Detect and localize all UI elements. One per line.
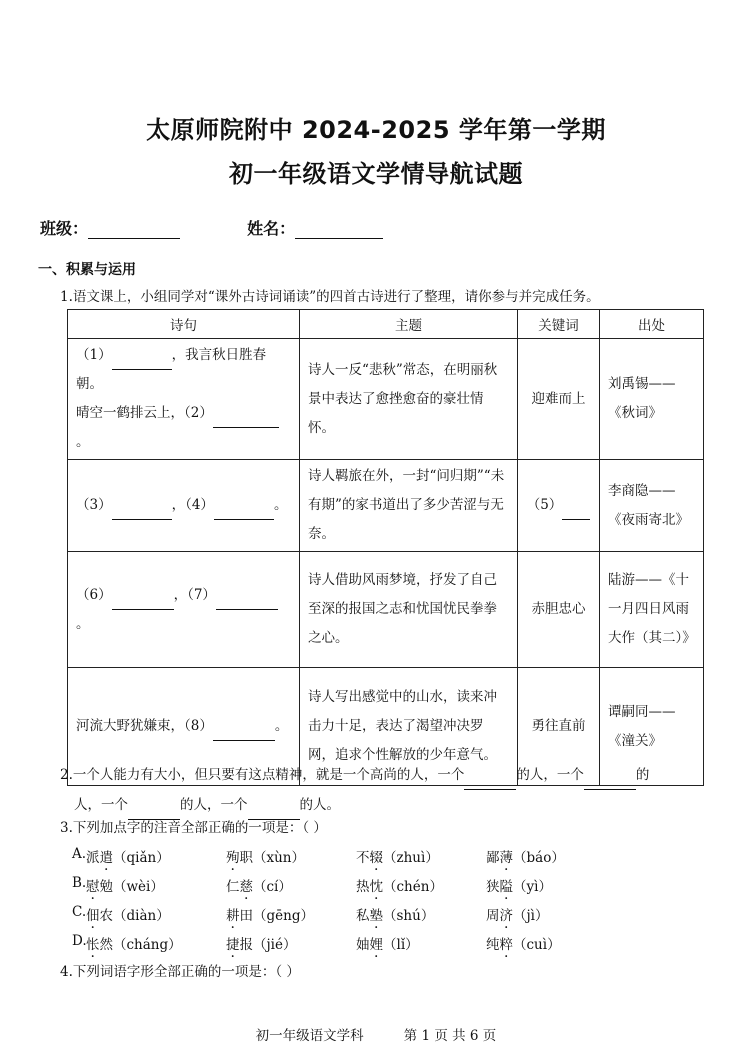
- class-field[interactable]: [88, 220, 180, 239]
- question-4: 4.下列词语字形全部正确的一项是：（ ）: [60, 964, 300, 980]
- verse-text: 。: [273, 497, 288, 513]
- footer-page-number: 第 1 页 共 6 页: [403, 1028, 497, 1044]
- option-d-letter[interactable]: D.: [72, 933, 87, 949]
- keyword-cell: 迎难而上: [518, 339, 600, 460]
- option-a-item-4: 鄙薄（báo）: [486, 850, 565, 866]
- answer-blank-3[interactable]: [112, 503, 172, 520]
- option-b-item-3: 热忱（chén）: [356, 879, 443, 895]
- option-b-letter[interactable]: B.: [72, 875, 87, 891]
- verse-text: （1）: [76, 347, 112, 363]
- q2-text: 的人，一个: [180, 797, 248, 813]
- q2-blank-1[interactable]: [464, 773, 516, 790]
- source-cell: 陆游——《十一月四日风雨大作（其二）》: [600, 552, 704, 668]
- option-d-item-1: 怅然（cháng）: [86, 937, 182, 953]
- option-a-letter[interactable]: A.: [72, 846, 87, 862]
- header-keyword: 关键词: [518, 310, 600, 339]
- theme-cell: 诗人借助风雨梦境，抒发了自己至深的报国之志和忧国忧民拳拳之心。: [300, 552, 518, 668]
- class-label: 班级：: [40, 219, 89, 238]
- q2-text: 的人，一个: [516, 767, 584, 783]
- answer-blank-5[interactable]: [562, 503, 590, 520]
- exam-title-line2: 初一年级语文学情导航试题: [229, 160, 523, 188]
- answer-blank-2[interactable]: [213, 411, 279, 428]
- poem-table: [67, 309, 704, 786]
- header-source: 出处: [600, 310, 704, 339]
- verse-text: 。: [274, 718, 289, 734]
- verse-cell: [68, 339, 300, 460]
- keyword-cell: 勇往直前: [518, 668, 600, 786]
- option-c-item-3: 私塾（shú）: [356, 908, 435, 924]
- answer-blank-1[interactable]: [112, 353, 172, 370]
- answer-blank-7[interactable]: [216, 593, 278, 610]
- option-b-item-1: 慰勉（wèi）: [86, 879, 164, 895]
- source-cell: 李商隐——《夜雨寄北》: [600, 460, 704, 552]
- option-c-item-2: 耕田（gēng）: [226, 908, 314, 924]
- name-field[interactable]: [295, 220, 383, 239]
- question-3: 3.下列加点字的注音全部正确的一项是：（ ）: [60, 820, 327, 836]
- theme-cell: 诗人羁旅在外，一封“问归期”“未有期”的家书道出了多少苦涩与无奈。: [300, 460, 518, 552]
- page-footer: [0, 1024, 752, 1044]
- name-label: 姓名：: [247, 219, 296, 238]
- section-title: 一、积累与运用: [38, 262, 136, 278]
- q2-text: 2.一个人能力有大小，但只要有这点精神，就是一个高尚的人，一个: [60, 767, 465, 783]
- option-c-item-4: 周济（jì）: [486, 908, 549, 924]
- q2-blank-2[interactable]: [584, 773, 636, 790]
- option-b-item-4: 狭隘（yì）: [486, 879, 552, 895]
- table-row: [68, 460, 704, 552]
- q2-text: 的人。: [299, 797, 340, 813]
- question-2: [60, 760, 720, 820]
- option-c-letter[interactable]: C.: [72, 904, 87, 920]
- table-header-row: [68, 310, 704, 339]
- option-c-item-1: 佃农（diàn）: [86, 908, 170, 924]
- q2-text: 的: [635, 767, 650, 783]
- student-info-row: [40, 216, 383, 239]
- table-row: [68, 552, 704, 668]
- answer-blank-6[interactable]: [112, 593, 174, 610]
- table-row: [68, 339, 704, 460]
- option-d-item-3: 妯娌（lǐ）: [356, 937, 419, 953]
- keyword-cell: [518, 460, 600, 552]
- verse-text: 河流大野犹嫌束，（8）: [76, 718, 213, 734]
- verse-text: 晴空一鹤排云上，（2）: [76, 405, 213, 421]
- option-d-item-2: 捷报（jié）: [226, 937, 297, 953]
- exam-title-line1: 太原师院附中 2024-2025 学年第一学期: [146, 116, 606, 144]
- q2-text: 人，一个: [74, 797, 128, 813]
- verse-text: 。: [76, 434, 90, 450]
- question-1: 1.语文课上，小组同学对“课外古诗词诵读”的四首古诗进行了整理，请你参与并完成任务。: [60, 289, 600, 305]
- theme-cell: 诗人一反“悲秋”常态，在明丽秋景中表达了愈挫愈奋的豪壮情怀。: [300, 339, 518, 460]
- verse-text: ，（4）: [171, 497, 214, 513]
- footer-subject: 初一年级语文学科: [255, 1028, 364, 1044]
- keyword-cell: 赤胆忠心: [518, 552, 600, 668]
- keyword-text: （5）: [526, 497, 563, 513]
- verse-cell: [68, 552, 300, 668]
- source-cell: 谭嗣同——《潼关》: [600, 668, 704, 786]
- source-cell: 刘禹锡——《秋词》: [600, 339, 704, 460]
- verse-text: （3）: [76, 497, 112, 513]
- option-a-item-3: 不辍（zhuì）: [356, 850, 439, 866]
- verse-text: 。: [76, 615, 90, 632]
- header-theme: 主题: [300, 310, 518, 339]
- verse-text: ，我言秋日胜春朝。: [76, 347, 267, 392]
- verse-cell: [68, 460, 300, 552]
- answer-blank-8[interactable]: [213, 724, 275, 741]
- option-d-item-4: 纯粹（cuì）: [486, 937, 561, 953]
- theme-cell: 诗人写出感觉中的山水，读来冲击力十足，表达了渴望冲决罗网，追求个性解放的少年意气。: [300, 668, 518, 786]
- verse-text: （6）: [76, 586, 112, 603]
- option-a-item-1: 派遣（qiǎn）: [86, 850, 170, 866]
- verse-text: ，（7）: [173, 586, 216, 603]
- option-a-item-2: 殉职（xùn）: [226, 850, 306, 866]
- option-b-item-2: 仁慈（cí）: [226, 879, 292, 895]
- answer-blank-4[interactable]: [214, 503, 274, 520]
- header-verse: 诗句: [68, 310, 300, 339]
